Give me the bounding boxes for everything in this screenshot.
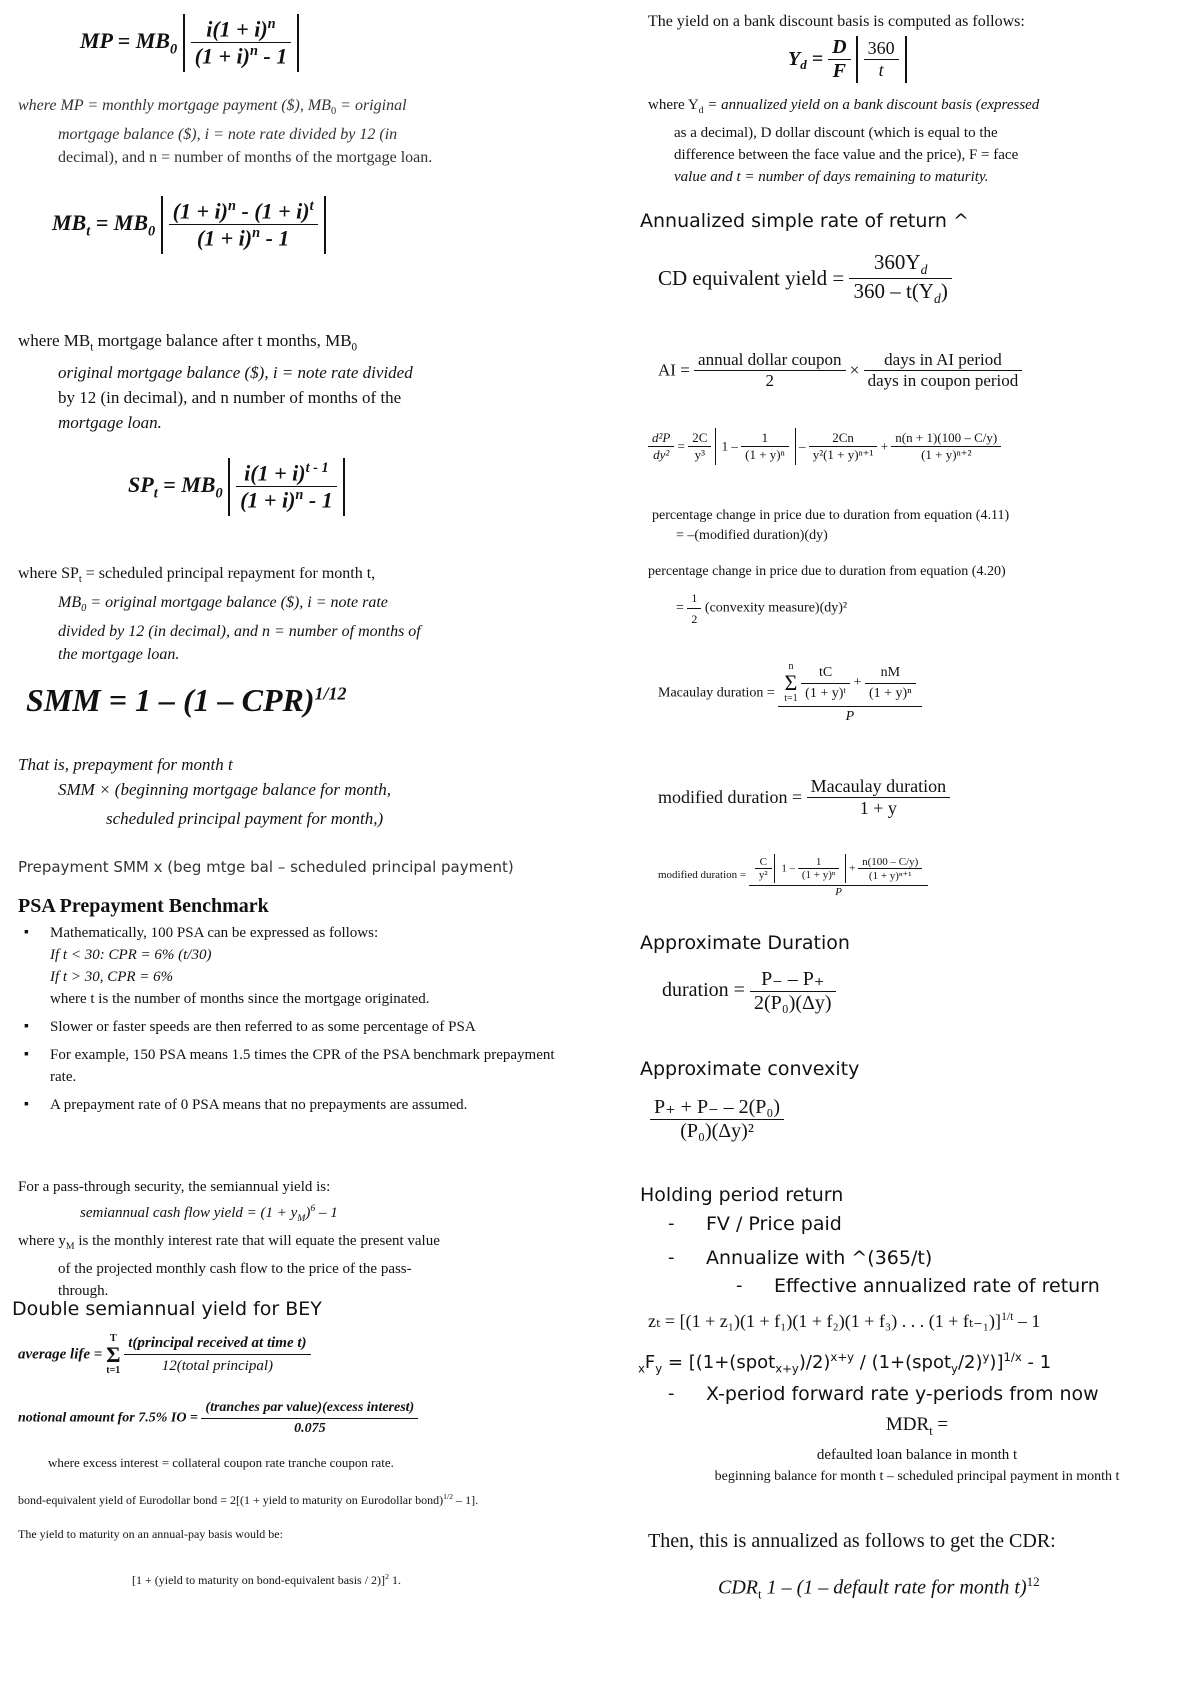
list-item: - FV / Price paid [706,1210,932,1238]
annualized-simple-heading: Annualized simple rate of return ^ [640,210,969,232]
psa-bullets [18,922,570,1122]
mbt-formula: $MB_t = MB_0$ $\frac{(1 + i)^n - (1 + i)^t}{(1 + i)^n - 1}$ [52,196,326,254]
yd-formula: $Y_d$ = $\frac{D}{F}$ $\frac{360}{t}$ [788,36,907,83]
zt-formula: zₜ = [(1 + z₁)(1 + f₁)(1 + f₂)(1 + f₃) . . . (1 + fₜ₋₁)]$^{1/t}$ – 1 [648,1310,1041,1331]
annual-pay-intro: The yield to maturity on an annual-pay basis would be: [18,1527,283,1541]
approx-convexity-heading: Approximate convexity [640,1058,860,1080]
bank-discount-intro: The yield on a bank discount basis is computed as follows: [648,13,1025,30]
mp-formula: MP = $MB_0$ $\frac{i(1 + i)^n}{(1 + i)^n - 1}$ [80,14,299,72]
approx-convexity-formula: $\frac{\text{P₊ + P₋ – 2(P₀)}}{\text{(P₀)(Δy)²}}$ [650,1094,784,1143]
convexity-second-derivative: $\frac{\text{d²P}}{\text{dy²}}$ = $\frac{2C}{\text{y³}}$ 1 – $\frac{1}{\text{(1 + y)ⁿ}}$ – $\frac{2Cn}{\text{y²(1 + y)ⁿ⁺¹}}$ + $\frac{n(n + 1)(100 - C/y)}{\text{(1 + y)ⁿ⁺²}}$ [648,428,1001,465]
macaulay-duration-formula: Macaulay duration = n Σ t=1 $\frac{tC}{\text{(1 + y)ᵗ}}$ + $\frac{nM}{\text{(1 + y)ⁿ}}$ P [658,660,922,727]
double-bey: Double semiannual yield for BEY [12,1298,322,1320]
spt-formula: $SP_t = MB_0$ $\frac{i(1 + i)^{t - 1}}{(1 + i)^n - 1}$ [128,458,345,516]
list-item: ▪ For example, 150 PSA means 1.5 times the CPR of the PSA benchmark prepayment rate. [50,1044,570,1088]
list-item: - Effective annualized rate of return [774,1272,1100,1300]
mdr-formula: $MDR_t$ = defaulted loan balance in month t beginning balance for month t – scheduled principal payment in month t [652,1414,1182,1485]
average-life-formula: average life = T Σ t=1 $\frac{\text{t(principal received at time t)}}{\text{12(total principal)}}$ [18,1332,311,1377]
list-item: ▪ A prepayment rate of 0 PSA means that no prepayments are assumed. [50,1094,570,1116]
spt-numerator: $i(1 + i)^{t - 1}$ [236,460,337,487]
list-item: ▪ Mathematically, 100 PSA can be expressed as follows: If t < 30: CPR = 6% (t/30) If t > 30, CPR = 6% where t is the number of months since the mortgage originated. [50,922,570,1010]
pass-through: For a pass-through security, the semiannual yield is: semiannual cash flow yield = $(1 + y_M)^6 - 1$ where $y_M$ is the monthly interest rate that will equate the present value of the projected monthly cash flow to the price of the pass- through. [18,1179,440,1299]
spt-denominator: $(1 + i)^n - 1$ [240,487,333,513]
eurodollar-formula: bond-equivalent yield of Eurodollar bond = 2[(1 + yield to maturity on Eurodollar bond)$^{1/2}$ – 1]. [18,1492,479,1507]
holding-period-sublist [638,1272,1100,1306]
psa-heading: PSA Prepayment Benchmark [18,895,269,917]
spt-where: where $SP_t$ = scheduled principal repayment for month t, $MB_0$ = original mortgage balance ($), i = note rate divided by 12 (in decimal), and n = number of months of the mortgage loan. [18,565,421,664]
mbt-where: where $MB_t$ mortgage balance after t months, $MB_0$ original mortgage balance ($), i = note rate divided by 12 (in decimal), and n number of months of the mortgage loan. [18,331,413,433]
mp-denominator: $(1 + i)^n - 1$ [194,43,288,69]
mbt-numerator: $(1 + i)^n - (1 + i)^t$ [169,198,318,225]
forward-rate-formula: $_xF_y$ = [(1+(spot$_{x+y}$)/2)$^{x+y}$ / (1+(spot$_y$/2)$^y$)]$^{1/x}$ - 1 [638,1350,1052,1376]
modified-duration-formula: modified duration = $\frac{\text{Macaulay duration}}{1 + y}$ [658,776,950,819]
smm-formula: SMM = 1 – (1 – CPR)$^{1/12}$ [26,682,347,718]
approx-duration-formula: duration = $\frac{P_- - P_+}{\text{2(P₀)(Δy)}}$ [662,966,836,1015]
notional-formula: notional amount for 7.5% IO = $\frac{\text{(tranches par value)(excess interest)}}{0.075}$ [18,1398,418,1439]
pct-change-duration: percentage change in price due to duration from equation (4.11) = –(modified duration)(dy) [652,508,1010,543]
prepayment-line: Prepayment SMM x (beg mtge bal – scheduled principal payment) [18,858,514,876]
mp-numerator: $i(1 + i)^n$ [191,16,292,43]
list-item: ▪ Slower or faster speeds are then referred to as some percentage of PSA [50,1016,570,1038]
cdr-intro: Then, this is annualized as follows to get the CDR: [648,1530,1056,1552]
notional-where: where excess interest = collateral coupon rate tranche coupon rate. [48,1455,394,1470]
pct-change-convexity: percentage change in price due to duration from equation (4.20) = $\frac{1}{2}$ (convexity measure)(dy)² [648,564,1006,626]
mp-where: where MP = monthly mortgage payment ($), $MB_0$ = original mortgage balance ($), i = note rate divided by 12 (in decimal), and n = number of months of the mortgage loan. [18,97,433,167]
ai-formula: AI = $\frac{\text{annual dollar coupon}}{2}$ × $\frac{\text{days in AI period}}{\text{days in coupon period}}$ [658,350,1022,391]
annual-pay-formula: [1 + (yield to maturity on bond-equivalent basis / 2)]$^2$ 1. [132,1572,401,1587]
list-item: - Annualize with ^(365/t) [706,1244,932,1272]
approx-duration-heading: Approximate Duration [640,932,850,954]
mbt-denominator: $(1 + i)^n - 1$ [196,225,290,251]
holding-period-list [638,1210,932,1278]
holding-period-heading: Holding period return [640,1184,844,1206]
that-is: That is, prepayment for month t SMM × (beginning mortgage balance for month, scheduled principal payment for month,) [18,755,392,828]
modified-duration-closed-form: modified duration = $\frac{C}{\text{y²}}$ 1 – $\frac{1}{\text{(1 + y)ⁿ}}$ + $\frac{n(100 - C/y)}{\text{(1 + y)ⁿ⁺¹}}$ P [658,852,928,898]
yd-where: where $Y_d$ = annualized yield on a bank discount basis (expressed as a decimal), D dollar discount (which is equal to the difference between the face value and the price), F = face value and t = number of days remaining to maturity. [648,97,1040,185]
cd-yield-formula: CD equivalent yield = $\frac{360Y_d}{360 - t(Y_d)}$ [658,250,952,307]
list-item: - X-period forward rate y-periods from now [706,1380,1099,1408]
forward-rate-list [638,1380,1099,1414]
cdr-formula: $CDR_t$ 1 – (1 – default rate for month t)$^{12}$ [718,1574,1040,1602]
